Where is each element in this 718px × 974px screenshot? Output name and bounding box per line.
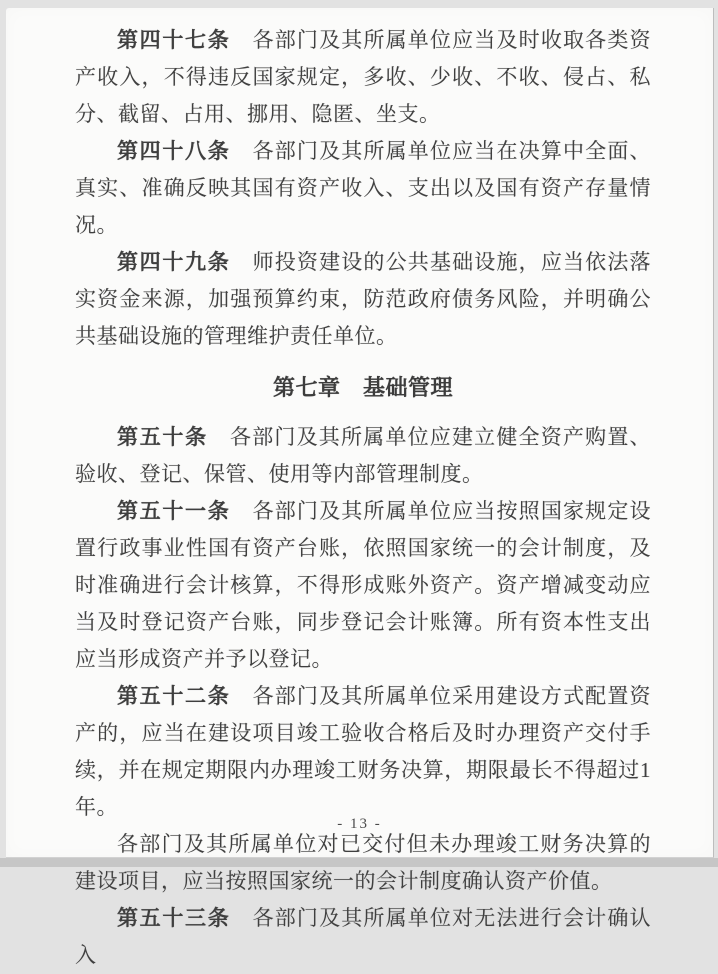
article-number: 第五十二条 bbox=[117, 685, 231, 708]
article-number: 第四十九条 bbox=[117, 251, 231, 274]
article-paragraph bbox=[75, 493, 651, 678]
article-paragraph bbox=[75, 419, 651, 493]
article-number: 第五十条 bbox=[117, 426, 208, 449]
article-number: 第五十一条 bbox=[117, 500, 231, 523]
article-number: 第四十七条 bbox=[117, 29, 231, 52]
article-paragraph bbox=[75, 900, 651, 974]
article-paragraph bbox=[75, 133, 651, 244]
paragraph-text: 各部门及其所属单位采用建设方式配置资产的，应当在建设项目竣工验收合格后及时办理资产交付手续，并在规定期限内办理竣工财务决算，期限最长不得超过1年。 bbox=[75, 684, 652, 819]
paragraph-text: 各部门及其所属单位应当及时收取各类资产收入，不得违反国家规定，多收、少收、不收、侵占、私分、截留、占用、挪用、隐匿、坐支。 bbox=[75, 28, 652, 126]
paragraph-text: 各部门及其所属单位应当按照国家规定设置行政事业性国有资产台账，依照国家统一的会计制度，及时准确进行会计核算，不得形成账外资产。资产增减变动应当及时登记资产台账，同步登记会计账簿。所有资本性支出应当形成资产并予以登记。 bbox=[75, 499, 652, 671]
document-page bbox=[6, 8, 714, 967]
paragraph-text: 各部门及其所属单位对无法进行会计确认入 bbox=[75, 906, 652, 967]
paragraph-text: 各部门及其所属单位对已交付但未办理竣工财务决算的建设项目，应当按照国家统一的会计制度确认资产价值。 bbox=[75, 832, 651, 893]
article-paragraph bbox=[75, 244, 651, 355]
paragraph-text: 师投资建设的公共基础设施，应当依法落实资金来源，加强预算约束，防范政府债务风险，并明确公共基础设施的管理维护责任单位。 bbox=[75, 250, 652, 348]
paragraph-text: 各部门及其所属单位应建立健全资产购置、验收、登记、保管、使用等内部管理制度。 bbox=[75, 425, 652, 486]
article-number: 第五十三条 bbox=[117, 907, 231, 930]
scan-bottom-edge bbox=[0, 858, 718, 867]
chapter-heading: 第七章 基础管理 bbox=[272, 375, 453, 400]
article-paragraph bbox=[75, 22, 651, 133]
article-number: 第四十八条 bbox=[117, 140, 231, 163]
article-paragraph bbox=[75, 678, 651, 826]
page-number: - 13 - bbox=[337, 816, 382, 832]
paragraph-text: 各部门及其所属单位应当在决算中全面、真实、准确反映其国有资产收入、支出以及国有资产存量情况。 bbox=[75, 139, 652, 237]
